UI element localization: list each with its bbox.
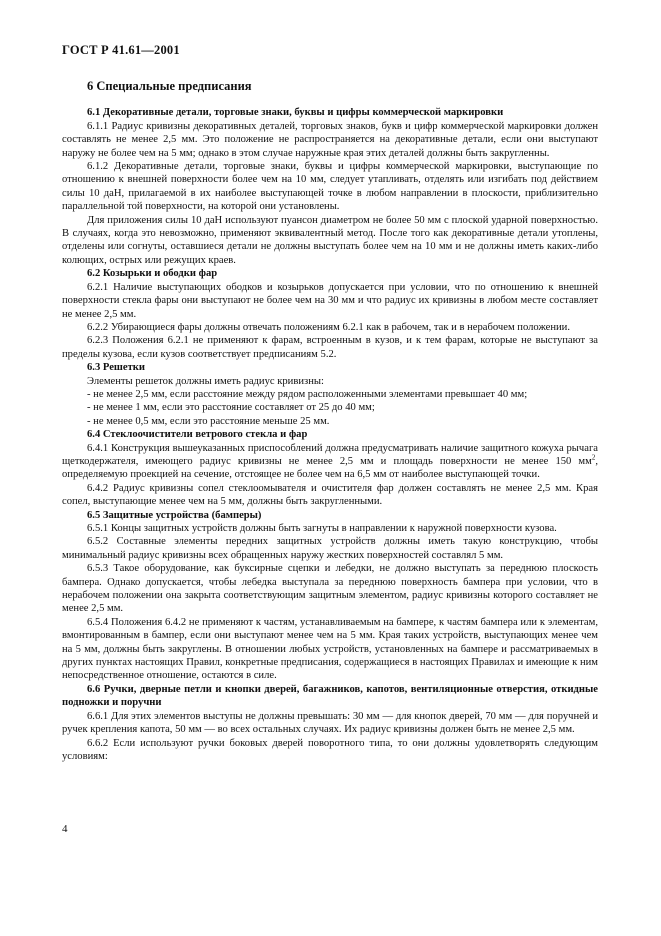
paragraph-text: , определяемую проекцией на сечение, отстоящее не более чем на 6,5 мм от наиболее выступающей точки.: [62, 455, 598, 481]
paragraph: 6.1.1 Радиус кривизны декоративных деталей, торговых знаков, букв и цифр коммерческой маркировки должен составлять не менее 2,5 мм. Это положение не распространяется на декоративные детали, если они выступают наружу не более чем на 5 мм; однако в этом случае наружные края этих деталей должны быть закругленны.: [62, 120, 598, 159]
list-item: - не менее 0,5 мм, если это расстояние меньше 25 мм.: [87, 415, 330, 427]
paragraph: Элементы решеток должны иметь радиус кривизны:: [87, 375, 324, 387]
list-item: - не менее 2,5 мм, если расстояние между рядом расположенными элементами превышает 40 мм;: [87, 388, 528, 400]
document-header: ГОСТ Р 41.61—2001: [62, 43, 180, 57]
paragraph: 6.2.3 Положения 6.2.1 не применяют к фарам, встроенным в кузов, и к тем фарам, которые не выступают за пределы кузова, если кузов соответствует предписаниям 5.2.: [62, 335, 598, 360]
paragraph: [62, 442, 598, 482]
subsection-title: 6.3 Решетки: [87, 362, 145, 374]
document-body: [62, 80, 598, 763]
paragraph: 6.5.3 Такое оборудование, как буксирные сцепки и лебедки, не должно выступать за переднюю плоскость бампера. Однако допускается, чтобы лебедка выступала за переднюю поверхность бампера при условии, что в нерабочем положении она закрыта соответствующим защитным элементом, радиус кривизны которого составляет не менее 2,5 мм.: [62, 563, 598, 615]
page-number: 4: [62, 823, 68, 835]
paragraph: 6.6.1 Для этих элементов выступы не должны превышать: 30 мм — для кнопок дверей, 70 мм — для поручней и ручек крепления капота, 50 мм — во всех остальных случаях. Их радиус кривизны должен быть не менее 2,5 мм.: [62, 710, 598, 736]
paragraph: 6.4.2 Радиус кривизны сопел стеклоомывателя и очистителя фар должен составлять не менее 2,5 мм. Края сопел, выступающие менее чем на 5 мм, должны быть закругленными.: [62, 482, 598, 508]
subsection-title: 6.6 Ручки, дверные петли и кнопки дверей, багажников, капотов, вентиляционные отверстия, откидные подножки и поручни: [62, 683, 598, 709]
paragraph: 6.2.1 Наличие выступающих ободков и козырьков допускается при условии, что по отношению к внешней поверхности стекла фары они выступают не более чем на 30 мм и что радиус их кривизны в любом месте составляет не менее 2,5 мм.: [62, 281, 598, 320]
subsection-title: 6.2 Козырьки и ободки фар: [87, 268, 218, 280]
section-title: 6 Специальные предписания: [87, 79, 252, 93]
paragraph: 6.2.2 Убирающиеся фары должны отвечать положениям 6.2.1 как в рабочем, так и в нерабочем положении.: [87, 321, 570, 333]
paragraph: Для приложения силы 10 даН используют пуансон диаметром не более 50 мм с плоской ударной поверхностью. В случаях, когда это невозможно, применяют эквивалентный метод. После того как декоративные детали утоплены, отделены или согнуты, оставшиеся детали не должны выступать более чем на 10 мм и не должны иметь каких-либо колющих, острых или режущих краев.: [62, 214, 598, 266]
list-item: - не менее 1 мм, если это расстояние составляет от 25 до 40 мм;: [87, 402, 375, 414]
paragraph: 6.5.4 Положения 6.4.2 не применяют к частям, устанавливаемым на бампере, к частям бампера или к элементам, вмонтированным в бампер, если они выступают менее чем на 5 мм. Края таких устройств, выступающих менее чем на 5 мм, должны быть закруглены. В отношении любых устройств, установленных на бампере и рассматриваемых в других пунктах настоящих Правил, конкретные предписания, содержащиеся в настоящих Правилах и имеющие к ним непосредственное отношение, остаются в силе.: [62, 616, 598, 682]
subsection-title: 6.4 Стеклоочистители ветрового стекла и фар: [87, 429, 308, 441]
paragraph: 6.1.2 Декоративные детали, торговые знаки, буквы и цифры коммерческой маркировки, выступающие по отношению к внешней поверхности более чем на 10 мм, следует утапливать, отделять или изгибать под действием силы 10 даН, прилагаемой в их наиболее выступающей точке в любом направлении в плоскости, приблизительно параллельной той поверхности, на которой они установлены.: [62, 161, 598, 213]
paragraph: 6.5.1 Концы защитных устройств должны быть загнуты в направлении к наружной поверхности кузова.: [87, 523, 557, 534]
superscript: 2: [591, 453, 596, 462]
paragraph-text: 6.4.1 Конструкция вышеуказанных приспособлений должна предусматривать наличие защитного кожуха рычага щеткодержателя, имеющего радиус кривизны не менее 2,5 мм и площадь поверхности не менее 150 мм: [62, 442, 598, 467]
paragraph: 6.6.2 Если используют ручки боковых дверей поворотного типа, то они должны удовлетворять следующим условиям:: [62, 737, 598, 762]
subsection-title: 6.1 Декоративные детали, торговые знаки, буквы и цифры коммерческой маркировки: [87, 107, 504, 119]
paragraph: 6.5.2 Составные элементы передних защитных устройств должны иметь такую конструкцию, чтобы минимальный радиус кривизны всех обращенных наружу жестких поверхностей составлял 5 мм.: [62, 536, 598, 561]
subsection-title: 6.5 Защитные устройства (бамперы): [87, 509, 262, 521]
